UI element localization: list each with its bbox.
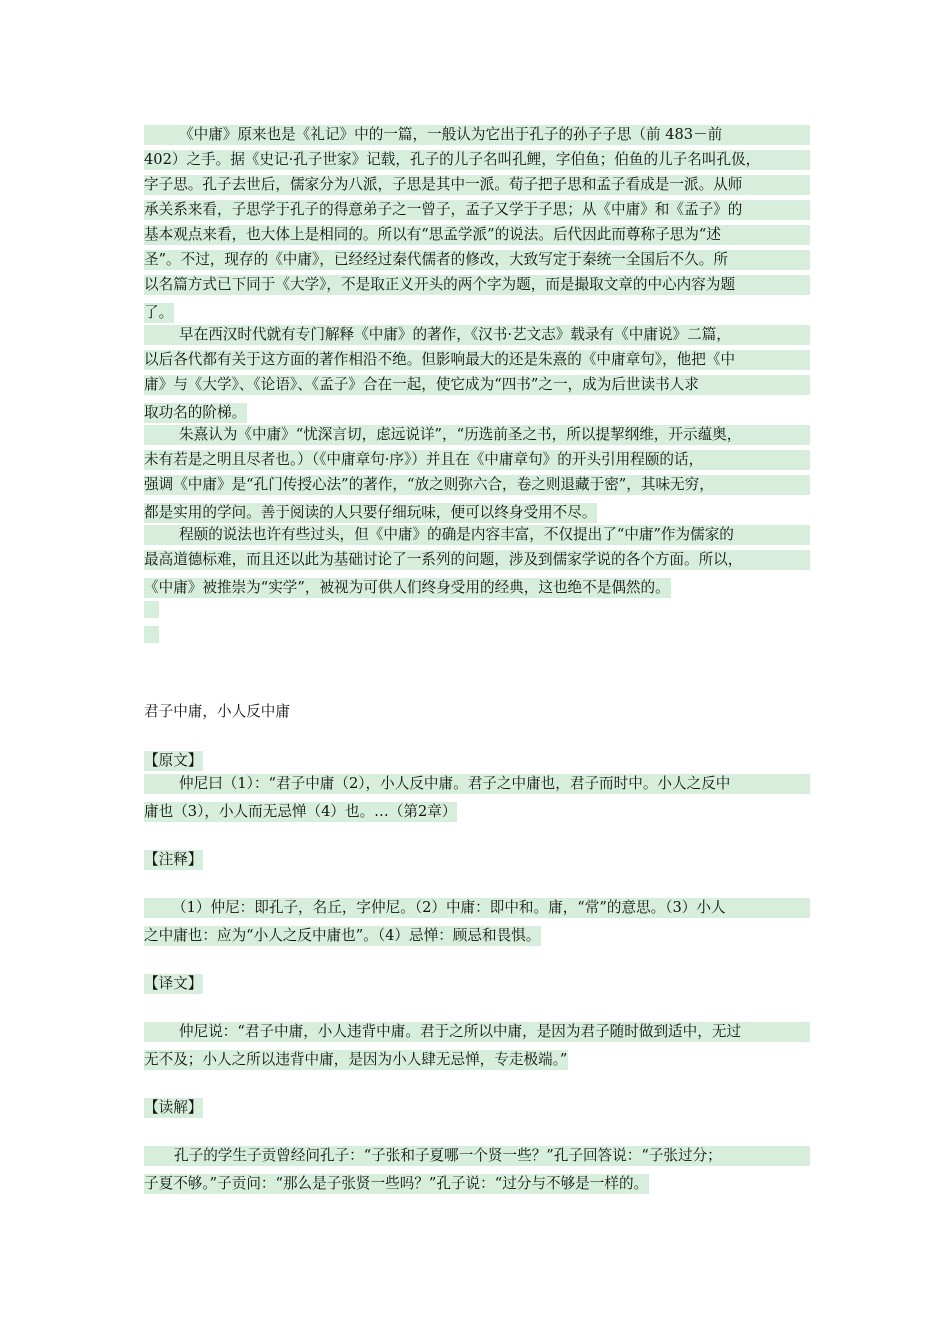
paragraph-line: 基本观点来看，也大体上是相同的。所以有“思孟学派”的说法。后代因此而尊称子思为“述	[144, 225, 810, 250]
section-title: 君子中庸，小人反中庸	[144, 703, 290, 720]
paragraph-line: 早在西汉时代就有专门解释《中庸》的著作，《汉书·艺文志》载录有《中庸说》二篇，	[144, 325, 810, 350]
paragraph-line: 字子思。孔子去世后，儒家分为八派，子思是其中一派。荀子把子思和孟子看成是一派。从师	[144, 175, 810, 200]
paragraph-line: 仲尼说：“君子中庸，小人违背中庸。君于之所以中庸，是因为君子随时做到适中，无过	[144, 1022, 810, 1047]
heading-dujie: 【读解】	[144, 1099, 203, 1116]
heading-zhushi: 【注释】	[144, 851, 203, 868]
paragraph-line: 子夏不够。”子贡问：“那么是子张贤一些吗？”孔子说：“过分与不够是一样的。	[144, 1175, 649, 1192]
paragraph-line: 取功名的阶梯。	[144, 404, 247, 421]
dujie-block	[144, 1146, 810, 1196]
paragraph-line: （1）仲尼：即孔子，名丘，字仲尼。（2）中庸：即中和。庸，“常”的意思。（3）小人	[144, 898, 810, 923]
yiwen-block	[144, 1022, 810, 1072]
paragraph-line: 以名篇方式已下同于《大学》，不是取正义开头的两个字为题，而是撮取文章的中心内容为题	[144, 275, 810, 300]
paragraph-line: 圣”。不过，现存的《中庸》，已经经过秦代儒者的修改，大致写定于秦统一全国后不久。所	[144, 250, 810, 275]
paragraph-line: 之中庸也：应为“小人之反中庸也”。（4）忌惮：顾忌和畏惧。	[144, 927, 541, 944]
yuanwen-block	[144, 774, 810, 824]
paragraph-line: 程颐的说法也许有些过头，但《中庸》的确是内容丰富，不仅提出了“中庸”作为儒家的	[144, 525, 810, 550]
paragraph-line: 朱熹认为《中庸》“忧深言切，虑远说详”，“历选前圣之书，所以提挈纲维，开示蕴奥，	[144, 425, 810, 450]
paragraph-line: 402）之手。据《史记·孔子世家》记载，孔子的儿子名叫孔鲤，字伯鱼；伯鱼的儿子名叫孔伋，	[144, 150, 810, 175]
paragraph-line: 未有若是之明且尽者也。）（《中庸章句·序》）并且在《中庸章句》的开头引用程颐的话，	[144, 450, 810, 475]
paragraph-line: 庸也（3），小人而无忌惮（4）也。…（第2章）	[144, 803, 457, 820]
heading-yuanwen: 【原文】	[144, 752, 203, 769]
paragraph-line: 以后各代都有关于这方面的著作相沿不绝。但影响最大的还是朱熹的《中庸章句》，他把《中	[144, 350, 810, 375]
paragraph-line: 仲尼曰（1）：“君子中庸（2），小人反中庸。君子之中庸也，君子而时中。小人之反中	[144, 774, 810, 799]
paragraph-line: 了。	[144, 304, 174, 321]
paragraph-line: 《中庸》原来也是《礼记》中的一篇，一般认为它出于孔子的孙子子思（前 483－前	[144, 125, 810, 150]
paragraph-line: 承关系来看，子思学于孔子的得意弟子之一曾子，孟子又学于子思；从《中庸》和《孟子》的	[144, 200, 810, 225]
heading-yiwen: 【译文】	[144, 975, 203, 992]
empty-paragraph-mark	[144, 626, 159, 643]
paragraph-line: 都是实用的学问。善于阅读的人只要仔细玩味，便可以终身受用不尽。	[144, 504, 597, 521]
paragraph-line: 庸》与《大学》、《论语》、《孟子》合在一起，使它成为“四书”之一，成为后世读书人求	[144, 375, 810, 400]
paragraph-line: 《中庸》被推崇为“实学”，被视为可供人们终身受用的经典，这也绝不是偶然的。	[144, 579, 670, 596]
zhushi-block	[144, 898, 810, 948]
paragraph-line: 强调《中庸》是“孔门传授心法”的著作，“放之则弥六合，卷之则退藏于密”，其味无穷，	[144, 475, 810, 500]
paragraph-line: 最高道德标难，而且还以此为基础讨论了一系列的问题，涉及到儒家学说的各个方面。所以，	[144, 550, 810, 575]
paragraph-line: 无不及；小人之所以违背中庸，是因为小人肆无忌惮，专走极端。”	[144, 1051, 568, 1068]
paragraph-line: 孔子的学生子贡曾经问孔子：“子张和子夏哪一个贤一些？”孔子回答说：“子张过分；	[144, 1146, 810, 1171]
intro-block	[144, 125, 810, 600]
empty-paragraph-mark	[144, 601, 159, 618]
